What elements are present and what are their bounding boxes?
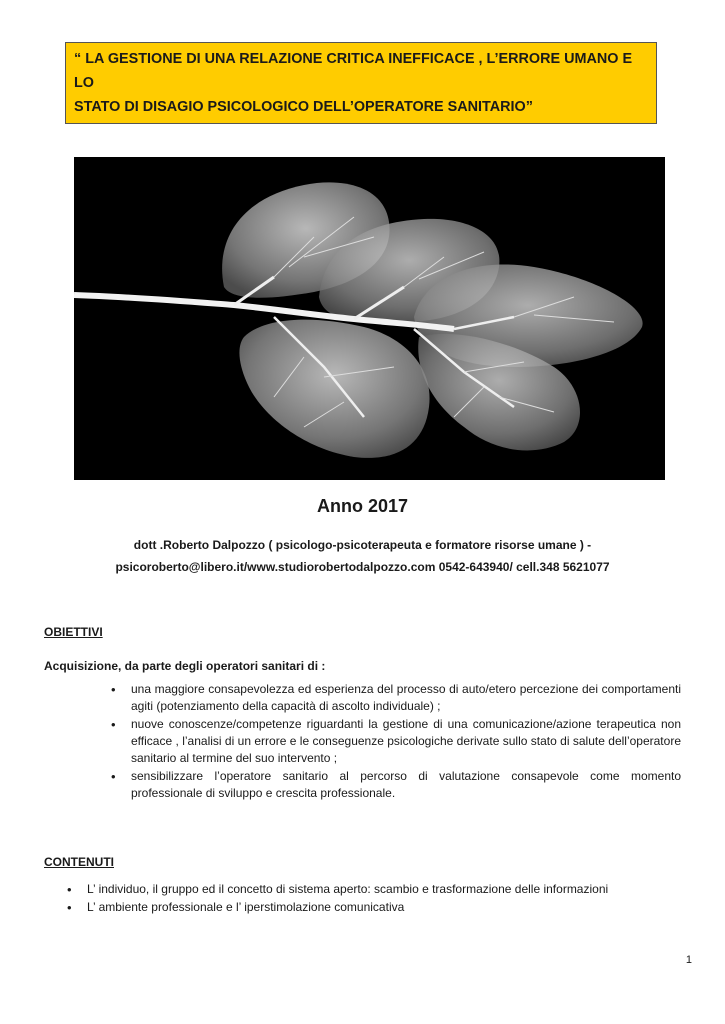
year-heading: Anno 2017 [316,496,409,516]
content-item: • L’ ambiente professionale e l’ iperstimolazione comunicativa [87,899,681,916]
title-line-2: STATO DI DISAGIO PSICOLOGICO DELL’OPERATORE SANITARIO” [74,99,533,115]
content-item: • L’ individuo, il gruppo ed il concetto di sistema aperto: scambio e trasformazione delle informazioni [87,881,681,898]
objective-item: • una maggiore consapevolezza ed esperienza del processo di auto/etero percezione dei comportamenti agiti (potenziamento della capacità di ascolto individuale) ; [131,681,681,715]
objective-item: • nuove conoscenze/competenze riguardanti la gestione di una comunicazione/azione terapeutica non efficace , l’analisi di un errore e le conseguenze psicologiche derivate sullo stato di salute dell’operatore sanitario al termine del suo intervento ; [131,716,681,767]
objectives-list [131,681,681,803]
contents-list [87,881,681,917]
author-line-1: dott .Roberto Dalpozzo ( psicologo-psicoterapeuta e formatore risorse umane ) - [133,538,592,552]
contents-heading: CONTENUTI [44,855,114,869]
title-box [65,42,657,124]
leaf-branch-illustration [74,157,665,480]
title-line-1: “ LA GESTIONE DI UNA RELAZIONE CRITICA INEFFICACE , L’ERRORE UMANO E LO [74,51,633,91]
author-contacts: psicoroberto@libero.it/www.studiorobertodalpozzo.com 0542-643940/ cell.348 5621077 [115,560,610,574]
objectives-heading: OBIETTIVI [44,625,103,639]
page-number: 1 [685,954,692,966]
objectives-intro: Acquisizione, da parte degli operatori sanitari di : [44,659,326,673]
leaf-xray-image [74,157,665,480]
author-info [0,534,725,578]
objective-item: • sensibilizzare l’operatore sanitario al percorso di valutazione consapevole come momento professionale di sviluppo e crescita professionale. [131,768,681,802]
